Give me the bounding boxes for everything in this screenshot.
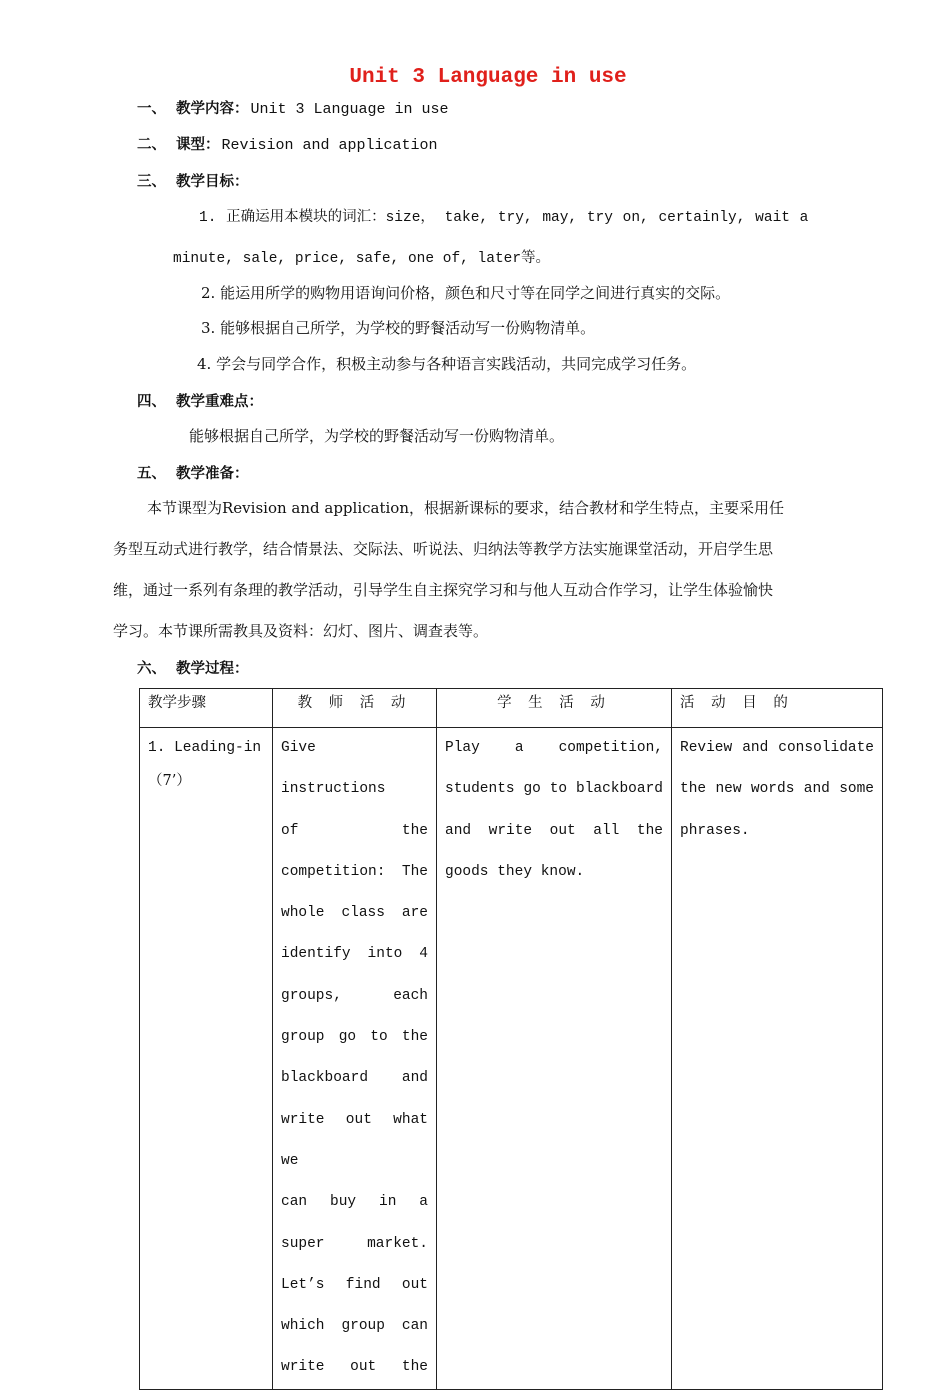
section-2-label: 课型： — [176, 137, 220, 153]
section-4-number: 四、 — [137, 394, 166, 410]
teacher-line: Give instructions — [281, 740, 386, 798]
section-1-number: 一、 — [137, 101, 166, 117]
key-point-text: 能够根据自己所学，为学校的野餐活动写一份购物清单。 — [189, 427, 565, 445]
step-cell — [140, 728, 273, 1390]
header-student: 学 生 活 动 — [437, 689, 672, 728]
section-1-label: 教学内容： — [176, 101, 249, 117]
objective-2: 2. 能运用所学的购物用语询问价格，颜色和尺寸等在同学之间进行真实的交际。 — [201, 284, 731, 302]
teacher-line: can buy in a — [281, 1194, 428, 1211]
header-step: 教学步骤 — [140, 689, 273, 728]
preparation-line-2: 务型互动式进行教学，结合情景法、交际法、听说法、归纳法等教学方法实施课堂活动，开启学生思 — [113, 540, 774, 558]
teacher-line: write out the — [281, 1359, 428, 1376]
preparation-line-1: 本节课型为Revision and application，根据新课标的要求，结合教材和学生特点，主要采用任 — [147, 499, 784, 517]
teacher-line: groups, each — [281, 987, 428, 1004]
teacher-activity-cell — [273, 728, 437, 1390]
teacher-line: of the — [281, 822, 428, 839]
section-1 — [176, 97, 449, 118]
section-6-label: 教学过程： — [176, 661, 249, 677]
step-name: 1. Leading-in — [148, 740, 262, 756]
student-line: and write out all the — [445, 822, 663, 839]
lesson-process-table — [139, 688, 883, 1390]
section-2-number: 二、 — [137, 137, 166, 153]
header-teacher: 教 师 活 动 — [273, 689, 437, 728]
purpose-line: phrases. — [680, 822, 750, 839]
section-2 — [176, 133, 438, 154]
teacher-line: blackboard and — [281, 1070, 428, 1087]
purpose-line: the new words and some — [680, 781, 874, 798]
section-1-value: Unit 3 Language in use — [250, 101, 449, 118]
section-3-number: 三、 — [137, 174, 166, 190]
preparation-line-3: 维，通过一系列有条理的教学活动，引导学生自主探究学习和与他人互动合作学习，让学生体验愉快 — [113, 581, 774, 599]
section-3-label: 教学目标： — [176, 174, 249, 190]
objective-3: 3. 能够根据自己所学，为学校的野餐活动写一份购物清单。 — [201, 319, 596, 337]
teacher-line: group go to the — [281, 1029, 428, 1046]
teacher-line: competition: The — [281, 863, 428, 880]
preparation-line-4: 学习。本节课所需教具及资料：幻灯、图片、调查表等。 — [113, 622, 489, 640]
section-2-value: Revision and application — [221, 137, 438, 154]
student-line: goods they know. — [445, 863, 585, 880]
section-4-label: 教学重难点： — [176, 394, 263, 410]
teacher-line: write out what we — [281, 1111, 428, 1169]
teacher-line: super market. — [281, 1235, 428, 1252]
page-title: Unit 3 Language in use — [349, 66, 627, 89]
section-6-number: 六、 — [137, 661, 166, 677]
objective-1-line-2: minute, sale, price, safe, one of, later等。 — [173, 251, 551, 267]
purpose-cell — [672, 728, 883, 1390]
teacher-line: which group can — [281, 1318, 428, 1335]
student-line: students go to blackboard — [445, 781, 663, 798]
step-duration: （7’） — [148, 773, 191, 790]
section-5-label: 教学准备： — [176, 466, 249, 482]
student-activity-cell — [437, 728, 672, 1390]
table-header-row — [140, 689, 883, 728]
section-5-number: 五、 — [137, 466, 166, 482]
header-purpose: 活 动 目 的 — [672, 689, 883, 728]
table-row — [140, 728, 883, 1390]
objective-1-line-1: 1. 正确运用本模块的词汇：size， take, try, may, try on, certainly, wait a — [199, 210, 809, 226]
teacher-line: whole class are — [281, 905, 428, 922]
teacher-line: Let’s find out — [281, 1276, 428, 1293]
objective-4: 4. 学会与同学合作，积极主动参与各种语言实践活动，共同完成学习任务。 — [197, 355, 697, 373]
student-line: Play a competition, — [445, 740, 663, 756]
purpose-line: Review and consolidate — [680, 740, 874, 756]
teacher-line: identify into 4 — [281, 946, 428, 963]
